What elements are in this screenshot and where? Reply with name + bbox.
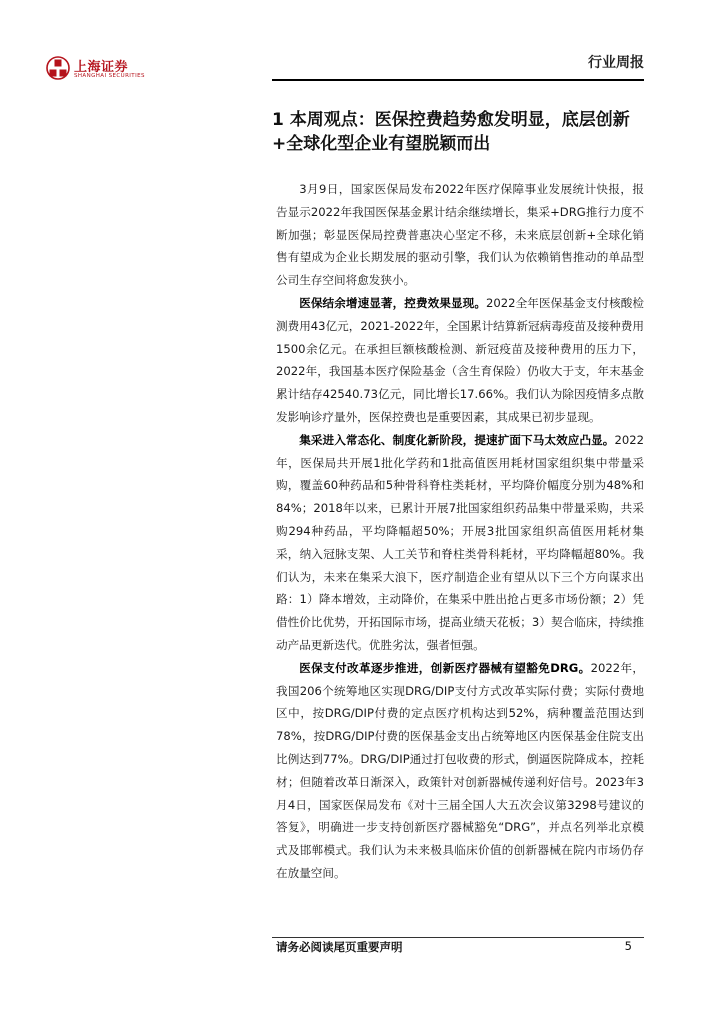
paragraph-1 [276,178,644,292]
header-divider [272,79,644,81]
company-logo [46,54,156,84]
paragraph-lead: 医保结余增速显著，控费效果显现。 [299,295,487,310]
section-title: 1 本周观点：医保控费趋势愈发明显，底层创新+全球化型企业有望脱颖而出 [272,110,630,154]
paragraph-lead: 医保支付改革逐步推进，创新医疗器械有望豁免DRG。 [299,660,591,675]
paragraph-3 [276,429,644,657]
paragraph-text: 2022全年医保基金支付核酸检测费用43亿元，2021-2022年，全国累计结算新冠病毒疫苗及接种费用1500余亿元。在承担巨额核酸检测、新冠疫苗及接种费用的压力下，2022年，我国基本医疗保险基金（含生育保险）仍收大于支，年末基金累计结存42540.73亿元，同比增长17.66%。我们认为除因疫情多点散发影响诊疗量外，医保控费也是重要因素，其成果已初步显现。 [276,295,644,424]
paragraph-4 [276,657,644,885]
paragraph-text: 2022年，医保局共开展1批化学药和1批高值医用耗材国家组织集中带量采购，覆盖60种药品和5种骨科脊柱类耗材，平均降价幅度分别为48%和84%；2018年以来，已累计开展7批国家组织药品集中带量采购，共采购294种药品，平均降幅超50%；开展3批国家组织高值医用耗材集采，纳入冠脉支架、人工关节和脊柱类骨科耗材，平均降幅超80%。我们认为，未来在集采大浪下，医疗制造企业有望从以下三个方向谋求出路：1）降本增效，主动降价，在集采中胜出抢占更多市场份额；2）凭借性价比优势，开拓国际市场，提高业绩天花板；3）契合临床，持续推动产品更新迭代。优胜劣汰，强者恒强。 [276,432,644,652]
paragraph-lead: 集采进入常态化、制度化新阶段，提速扩面下马太效应凸显。 [299,432,615,447]
paragraph-2 [276,292,644,429]
logo-emblem-icon [46,56,70,80]
report-type-label: 行业周报 [588,55,644,71]
footer-divider [272,937,644,938]
page-header [0,0,724,82]
paragraph-text: 2022年，我国206个统筹地区实现DRG/DIP支付方式改革实际付费；实际付费地区中，按DRG/DIP付费的定点医疗机构达到52%，病种覆盖范围达到78%，按DRG/DIP付费的医保基金支出占统筹地区内医保基金住院支出比例达到77%。DRG/DIP通过打包收费的形式，倒逼医院降成本，控耗材；但随着改革日渐深入，政策针对创新器械传递利好信号。2023年3月4日，国家医保局发布《对十三届全国人大五次会议第3298号建议的答复》，明确进一步支持创新医疗器械豁免“DRG”，并点名列举北京模式及邯郸模式。我们认为未来极具临床价值的创新器械在院内市场仍存在放量空间。 [276,660,644,880]
body-text [276,178,644,885]
logo-text-cn: 上海证券 [74,60,129,75]
page-number: 5 [624,939,632,953]
disclaimer-text: 请务必阅读尾页重要声明 [276,940,403,954]
paragraph-text: 3月9日，国家医保局发布2022年医疗保障事业发展统计快报，报告显示2022年我国医保基金累计结余继续增长，集采+DRG推行力度不断加强；彰显医保局控费普惠决心坚定不移，未来底层创新+全球化销售有望成为企业长期发展的驱动引擎，我们认为依赖销售推动的单品型公司生存空间将愈发狭小。 [276,182,644,288]
logo-text-en: SHANGHAI SECURITIES [74,73,145,79]
